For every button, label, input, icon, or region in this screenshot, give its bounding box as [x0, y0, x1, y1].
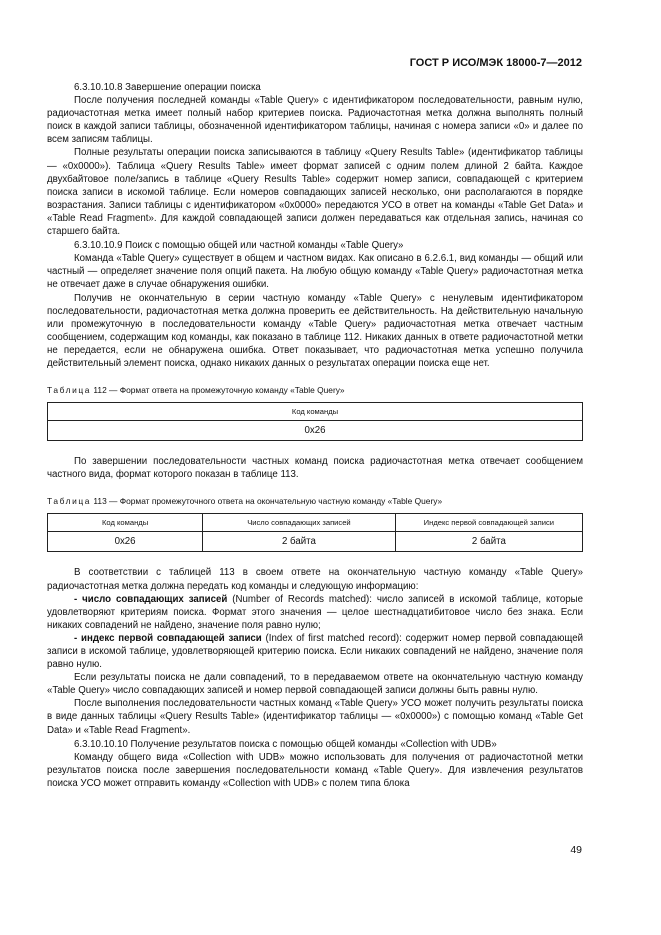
- table113-caption-word: Таблица: [47, 496, 92, 507]
- paragraph: 6.3.10.10.10 Получение результатов поиска с помощью общей команды «Collection with UDB»: [74, 738, 497, 750]
- end-paragraphs: [47, 671, 583, 790]
- top-paragraphs: [47, 81, 583, 370]
- table113-header-code: Код команды: [48, 514, 203, 532]
- paragraph: Полные результаты операции поиска записываются в таблицу «Query Results Table» (идентификатор таблицы — «0x0000»). Таблица «Query Results Table» имеет формат записей с одним полем длиной 2 байта. Каждое двухбайтовое поле/запись в таблице «Query Results Table» содержит номер записи, совпадающей с критерием поиска записи в искомой таблице. Если номеров совпадающих записей несколько, они располагаются в порядке возрастания. Записи таблицы с идентификатором «0x0000» передаются УСО в ответ на команды «Table Get Data» и «Table Read Fragment». Для каждой совпадающей записи должен передаваться как отдельная запись, начиная со старшего байта.: [47, 147, 583, 238]
- paragraph: Если результаты поиска не дали совпадений, то в передаваемом ответе на окончательную частную команду «Table Query» число совпадающих записей и номер первой совпадающей записи должны быть равны нулю.: [47, 672, 583, 697]
- table112-value: 0x26: [48, 421, 583, 441]
- page-content: [47, 80, 583, 790]
- table112-caption: [47, 384, 583, 397]
- table113-header-count: Число совпадающих записей: [203, 514, 396, 532]
- table113-value-count: 2 байта: [203, 532, 396, 552]
- table112-caption-word: Таблица: [47, 385, 92, 396]
- standard-header: ГОСТ Р ИСО/МЭК 18000-7—2012: [409, 57, 582, 69]
- table113-caption: [47, 495, 583, 508]
- mid-paragraph: По завершении последовательности частных команд поиска радиочастотная метка отвечает сообщением частного вида, формат которого показан в таблице 113.: [47, 456, 583, 481]
- paragraph: Получив не окончательную в серии частную команду «Table Query» с ненулевым идентификатором последовательности, радиочастотная метка должна проверить ее действительность. На действительную начальную или промежуточную в последовательности команду «Table Query» радиочастотная метка отвечает частным сообщением, содержащим код команды, как показано в таблице 112. Никаких данных в ответе радиочастотной метки не передается, если не обнаружена ошибка. Ответ показывает, что радиочастотная метка успешно получила действительный элемент поиска, однако никаких данных о результатах операции поиска еще нет.: [47, 292, 583, 369]
- table112-caption-text: 112 — Формат ответа на промежуточную команду «Table Query»: [91, 385, 345, 396]
- list-item-bold-1: - число совпадающих записей: [74, 593, 228, 605]
- list-item-bold-2: - индекс первой совпадающей записи: [74, 632, 262, 644]
- paragraph: 6.3.10.10.8 Завершение операции поиска: [74, 82, 261, 93]
- bottom-paragraph-1: В соответствии с таблицей 113 в своем ответе на окончательную частную команду «Table Query» радиочастотная метка должна передать код команды и следующую информацию:: [47, 567, 583, 592]
- paragraph: Команду общего вида «Collection with UDB» можно использовать для получения от радиочастотной метки результатов поиска после завершения последовательности команд «Table Query». Для извлечения результатов поиска УСО может отправить команду «Collection with UDB» с полем типа блока: [47, 751, 583, 789]
- paragraph: 6.3.10.10.9 Поиск с помощью общей или частной команды «Table Query»: [74, 240, 404, 252]
- table113-value-code: 0x26: [48, 532, 203, 552]
- table-113: [47, 513, 583, 552]
- paragraph: После получения последней команды «Table Query» с идентификатором последовательности, равным нулю, радиочастотная метка имеет полный набор критериев поиска. Радиочастотная метка должна выполнять полный поиск в каждой записи таблицы, обозначенной идентификатором таблицы, начиная с номера записи «0» и далее по всем записям таблицы.: [47, 95, 583, 146]
- paragraph: Команда «Table Query» существует в общем и частном видах. Как описано в 6.2.6.1, вид команды — общий или частный — определяет значение поля опций пакета. На любую общую команду «Table Query» радиочастотная метка не отвечает даже в случае обнаружения ошибки.: [47, 253, 583, 291]
- table113-value-index: 2 байта: [395, 532, 582, 552]
- table113-caption-text: 113 — Формат промежуточного ответа на окончательную частную команду «Table Query»: [91, 496, 443, 507]
- list-item-records-matched: [47, 593, 583, 632]
- list-item-text-1: (Number of Records matched): число записей в искомой таблице, которые удовлетворяют критериям поиска. Формат этого значения — целое шестнадцатибитовое число без знака. Если никаких совпадений не найдено, значение поля равно нулю;: [47, 593, 584, 631]
- paragraph: После выполнения последовательности частных команд «Table Query» УСО может получить результаты поиска в виде данных таблицы «Query Results Table» (идентификатор таблицы — «0x0000») с помощью команд «Table Get Data» и «Table Read Fragment».: [47, 698, 583, 736]
- table113-header-index: Индекс первой совпадающей записи: [395, 514, 582, 532]
- list-item-text-2: (Index of first matched record): содержит номер первой совпадающей записи в искомой таблице, удовлетворяющей критерию поиска. Если никаких совпадений не найдено, значение поля равно нулю.: [47, 632, 583, 671]
- list-item-first-index: [47, 632, 583, 671]
- table112-header: Код команды: [48, 403, 583, 421]
- page-number: 49: [570, 844, 582, 856]
- table-112: [47, 402, 583, 441]
